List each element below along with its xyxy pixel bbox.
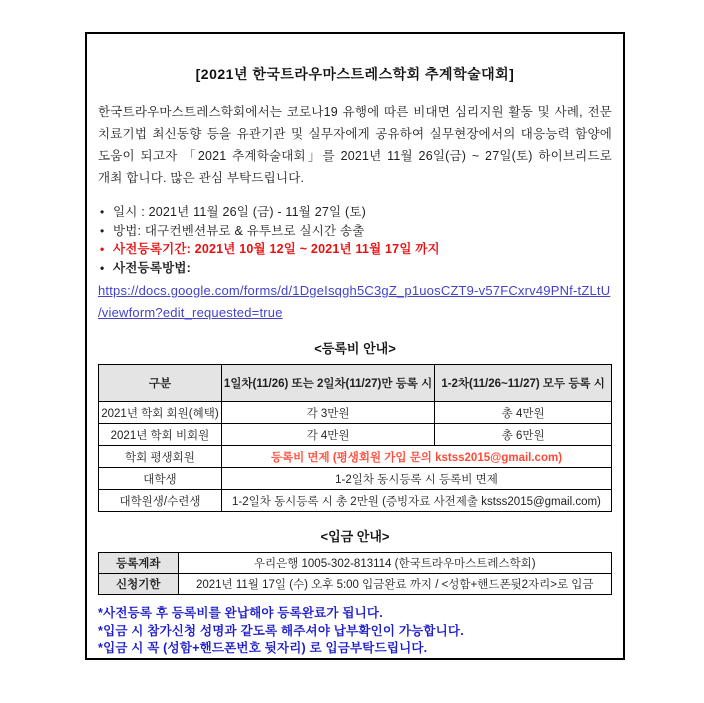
- registration-form-link[interactable]: [98, 280, 612, 324]
- registration-form-link-line1[interactable]: https://docs.google.com/forms/d/1DgeIsqgh5C3gZ_p1uosCZT9-v57FCxrv49PNf-tZLtU: [98, 283, 611, 298]
- list-item-method: • 방법: 대구컨벤션뷰로 & 유투브로 실시간 송출: [98, 222, 612, 241]
- payment-section-title: <입금 안내>: [320, 529, 390, 544]
- fee-row-grad-label: 대학원생/수련생: [99, 490, 222, 512]
- fee-row-lifetime-label: 학회 평생회원: [99, 446, 222, 468]
- list-item-preregistration-period: • 사전등록기간: 2021년 10월 12일 ~ 2021년 11월 17일 까지: [98, 240, 612, 259]
- list-item-date: • 일시 : 2021년 11월 26일 (금) - 11월 27일 (토): [98, 203, 612, 222]
- table-row: [99, 468, 612, 490]
- table-row: [99, 446, 612, 468]
- fee-table: [98, 364, 612, 512]
- fee-row-undergrad-value: 1-2일차 동시등록 시 등록비 면제: [221, 468, 611, 490]
- table-row: [99, 402, 612, 424]
- table-row: [99, 574, 612, 595]
- payment-table: [98, 552, 612, 595]
- fee-row-nonmember-single: 각 4만원: [221, 424, 434, 446]
- table-row: [99, 424, 612, 446]
- registration-form-link-line2[interactable]: /viewform?edit_requested=true: [98, 305, 283, 320]
- fee-row-lifetime-value: 등록비 면제 (평생회원 가입 문의 kstss2015@gmail.com): [221, 446, 611, 468]
- fee-table-header-row: [99, 365, 612, 402]
- fee-section-title: <등록비 안내>: [314, 341, 396, 356]
- fee-row-member-single: 각 3만원: [221, 402, 434, 424]
- fee-row-member-both: 총 4만원: [435, 402, 612, 424]
- table-row: [99, 490, 612, 512]
- list-item-preregistration-method: • 사전등록방법:: [98, 259, 612, 278]
- fee-row-grad-value: 1-2일차 동시등록 시 총 2만원 (증빙자료 사전제출 kstss2015@gmail.com): [221, 490, 611, 512]
- footer-notes: [98, 605, 612, 658]
- intro-paragraph: 한국트라우마스트레스학회에서는 코로나19 유행에 따른 비대면 심리지원 활동 및 사례, 전문 치료기법 최신동향 등을 유관기관 및 실무자에게 공유하여 실무현장에서의 대응능력 함양에 도움이 되고자 「2021 추계학술대회」를 2021년 11월 26일(금) ~ 27일(토) 하이브리드로 개최 합니다. 많은 관심 부탁드립니다.: [98, 105, 612, 185]
- fee-header-category: 구분: [99, 365, 222, 402]
- fee-row-nonmember-label: 2021년 학회 비회원: [99, 424, 222, 446]
- payment-account-label: 등록계좌: [99, 553, 179, 574]
- payment-account-value: 우리은행 1005-302-813114 (한국트라우마스트레스학회): [178, 553, 612, 574]
- note-line-1: *사전등록 후 등록비를 완납해야 등록완료가 됩니다.: [98, 606, 383, 620]
- page-title: [2021년 한국트라우마스트레스학회 추계학술대회]: [195, 66, 515, 82]
- table-row: [99, 553, 612, 574]
- fee-row-member-label: 2021년 학회 회원(혜택): [99, 402, 222, 424]
- fee-row-nonmember-both: 총 6만원: [435, 424, 612, 446]
- document-frame: [85, 32, 625, 660]
- event-info-list: [98, 203, 612, 277]
- fee-header-both-days: 1-2차(11/26~11/27) 모두 등록 시: [435, 365, 612, 402]
- fee-header-single-day: 1일차(11/26) 또는 2일차(11/27)만 등록 시: [221, 365, 434, 402]
- note-line-3: *입금 시 꼭 (성함+핸드폰번호 뒷자리) 로 입금부탁드립니다.: [98, 641, 428, 655]
- fee-row-undergrad-label: 대학생: [99, 468, 222, 490]
- payment-deadline-value: 2021년 11월 17일 (수) 오후 5:00 입금완료 까지 / <성함+핸드폰뒷2자리>로 입금: [178, 574, 612, 595]
- payment-deadline-label: 신청기한: [99, 574, 179, 595]
- note-line-2: *입금 시 참가신청 성명과 같도록 해주셔야 납부확인이 가능합니다.: [98, 623, 464, 638]
